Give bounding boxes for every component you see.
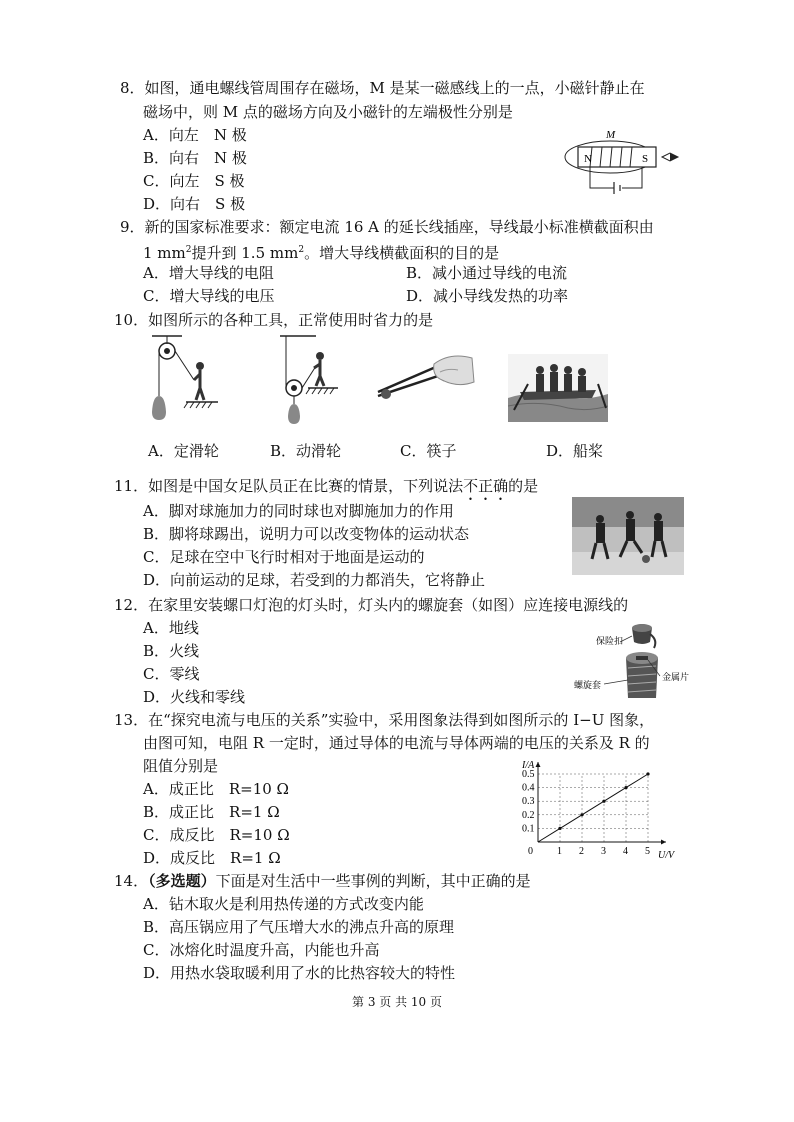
q13-line2: 由图可知，电阻 R 一定时，通过导体的电流与导体两端的电压的关系及 R 的 — [143, 734, 650, 752]
q12-option-a: A．地线 — [143, 619, 199, 637]
q13-option-a: A．成正比 R=10 Ω — [143, 780, 289, 798]
x-tick-label: 4 — [623, 846, 628, 857]
q13-option-c: C．成反比 R=10 Ω — [143, 826, 290, 844]
q13-line3: 阻值分别是 — [143, 757, 219, 775]
x-tick-label: 5 — [645, 846, 650, 857]
q14-option-d: D．用热水袋取暖利用了水的比热容较大的特性 — [143, 964, 456, 982]
lamp-label-metal-sheet: 金属片 — [662, 673, 690, 683]
lamp-label-screw-sleeve: 螺旋套 — [574, 681, 602, 691]
q8-line1: 8．如图，通电螺线管周围存在磁场，M 是某一磁感线上的一点，小磁针静止在 — [120, 79, 645, 97]
q9-option-c: C．增大导线的电压 — [143, 287, 275, 305]
page-footer: 第 3 页 共 10 页 — [352, 995, 442, 1009]
q9-line2: 1 $mm^2$提升到 1.5 $mm^2$。增大导线横截面积的目的是 — [143, 244, 500, 262]
x-tick-label: 1 — [557, 846, 562, 857]
q11-option-d: D．向前运动的足球，若受到的力都消失，它将静止 — [143, 571, 486, 589]
data-point — [624, 786, 627, 789]
s-pole-label: S — [642, 153, 649, 165]
q14-option-c: C．冰熔化时温度升高，内能也升高 — [143, 941, 380, 959]
lamp-label-fuse-clip: 保险扣 — [596, 637, 624, 647]
x-axis-arrow — [661, 840, 666, 845]
solenoid-figure — [562, 126, 692, 202]
data-point — [580, 813, 583, 816]
q10-caption-d: D．船桨 — [546, 442, 604, 460]
q9-option-b: B．减小通过导线的电流 — [406, 264, 568, 282]
y-tick-label: 0.4 — [522, 782, 535, 794]
q8-option-a: A．向左 N 极 — [143, 126, 247, 144]
series-line — [538, 774, 648, 842]
q12-line1: 12．在家里安装螺口灯泡的灯头时，灯头内的螺旋套（如图）应连接电源线的 — [114, 596, 629, 614]
q14-line1: 14．（多选题）下面是对生活中一些事例的判断，其中正确的是 — [114, 872, 531, 890]
q13-option-d: D．成反比 R=1 Ω — [143, 849, 281, 867]
q10-caption-c: C．筷子 — [400, 442, 457, 460]
q12-option-c: C．零线 — [143, 665, 200, 683]
q8-option-c: C．向左 S 极 — [143, 172, 245, 190]
lamp-socket-figure — [574, 620, 696, 706]
x-tick-label: 2 — [579, 846, 584, 857]
m-point-label: M — [606, 129, 616, 141]
y-tick-label: 0.1 — [522, 823, 535, 835]
data-point — [602, 800, 605, 803]
x-axis-label: U/V — [658, 850, 675, 861]
football-photo-figure — [572, 497, 684, 575]
q8-option-d: D．向右 S 极 — [143, 195, 246, 213]
y-tick-label: 0.2 — [522, 809, 535, 821]
q8-line2: 磁场中，则 M 点的磁场方向及小磁针的左端极性分别是 — [143, 103, 513, 121]
x-tick-label: 3 — [601, 846, 606, 857]
q10-caption-b: B．动滑轮 — [270, 442, 342, 460]
movable-pulley-figure — [276, 334, 342, 428]
y-axis-arrow — [536, 762, 541, 767]
q9-line1: 9．新的国家标准要求：额定电流 16 A 的延长线插座，导线最小标准横截面积由 — [120, 218, 654, 236]
q11-option-c: C．足球在空中飞行时相对于地面是运动的 — [143, 548, 425, 566]
chopsticks-figure — [376, 352, 476, 408]
q12-option-b: B．火线 — [143, 642, 200, 660]
iu-chart — [512, 756, 682, 862]
q10-line1: 10．如图所示的各种工具，正常使用时省力的是 — [114, 311, 434, 329]
q8-option-b: B．向右 N 极 — [143, 149, 247, 167]
q13-line1: 13．在“探究电流与电压的关系”实验中，采用图象法得到如图所示的 I−U 图象， — [114, 711, 655, 729]
y-tick-label: 0.3 — [522, 796, 535, 808]
y-axis-label: I/A — [522, 760, 535, 771]
data-point — [558, 827, 561, 830]
q11-line1: 11．如图是中国女足队员正在比赛的情景，下列说法不正确的是 — [114, 477, 539, 495]
q11-option-b: B．脚将球踢出，说明力可以改变物体的运动状态 — [143, 525, 470, 543]
x-tick-label: 0 — [528, 846, 533, 857]
q9-option-d: D．减小导线发热的功率 — [406, 287, 569, 305]
y-tick-label: 0.5 — [522, 769, 535, 780]
q12-option-d: D．火线和零线 — [143, 688, 246, 706]
data-point — [646, 772, 649, 775]
q11-option-a: A．脚对球施加力的同时球也对脚施加力的作用 — [143, 502, 454, 520]
q14-option-b: B．高压锅应用了气压增大水的沸点升高的原理 — [143, 918, 455, 936]
boat-oar-figure — [508, 354, 608, 422]
n-pole-label: N — [584, 153, 592, 165]
q9-option-a: A．增大导线的电阻 — [143, 264, 274, 282]
q10-caption-a: A．定滑轮 — [148, 442, 219, 460]
q14-option-a: A．钻木取火是利用热传递的方式改变内能 — [143, 895, 424, 913]
fixed-pulley-figure — [142, 334, 218, 428]
q13-option-b: B．成正比 R=1 Ω — [143, 803, 280, 821]
